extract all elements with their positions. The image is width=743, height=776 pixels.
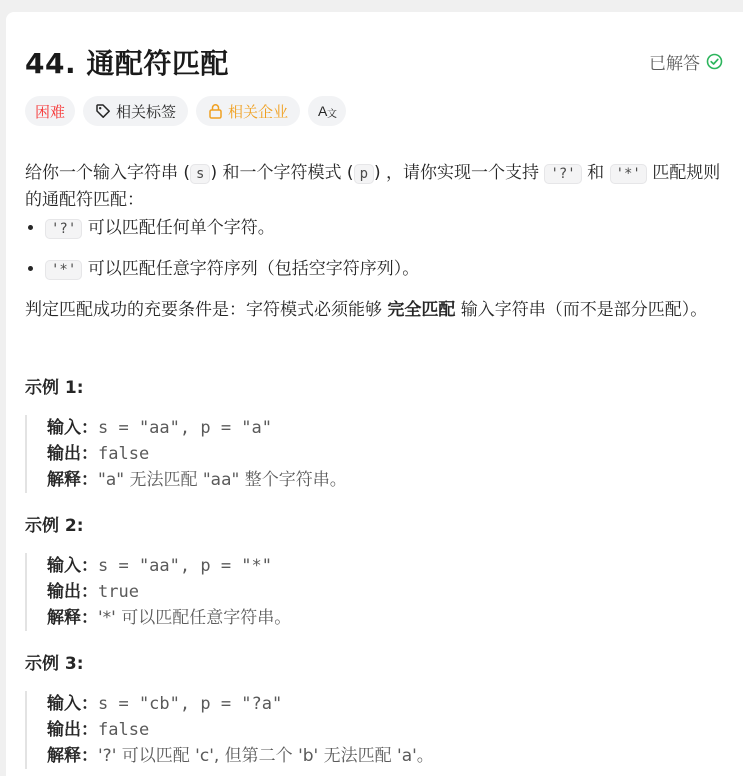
topics-tag-button[interactable] bbox=[83, 96, 188, 126]
intro-text-4: 和 bbox=[581, 163, 610, 183]
rule-code-question: '?' bbox=[45, 219, 82, 239]
rule-text-question: 可以匹配任何单个字符。 bbox=[82, 218, 275, 238]
rules-list bbox=[25, 215, 725, 283]
companies-label: 相关企业 bbox=[228, 102, 289, 121]
example-2-explain: '*' 可以匹配任意字符串。 bbox=[98, 608, 292, 628]
example-1-explain: "a" 无法匹配 "aa" 整个字符串。 bbox=[98, 470, 347, 490]
code-star: '*' bbox=[610, 164, 647, 184]
example-1-title: 示例 1: bbox=[25, 378, 84, 398]
tag-bar bbox=[25, 96, 346, 126]
example-3-input: s = "cb", p = "?a" bbox=[98, 694, 283, 714]
condition-paragraph bbox=[25, 297, 725, 323]
example-3-explain-label: 解释： bbox=[47, 746, 98, 766]
topics-label: 相关标签 bbox=[116, 102, 177, 121]
example-2-output: true bbox=[98, 582, 139, 602]
condition-bold: 完全匹配 bbox=[387, 300, 456, 320]
lock-icon bbox=[208, 103, 223, 119]
example-1-output: false bbox=[98, 444, 150, 464]
code-p: p bbox=[354, 164, 374, 184]
solved-status[interactable] bbox=[649, 49, 723, 74]
intro-paragraph bbox=[25, 160, 725, 213]
rule-code-star: '*' bbox=[45, 260, 82, 280]
intro-text-2: ) 和一个字符模式 ( bbox=[210, 163, 354, 183]
example-3-explain: '?' 可以匹配 'c', 但第二个 'b' 无法匹配 'a'。 bbox=[98, 746, 434, 766]
svg-text:A: A bbox=[318, 103, 328, 119]
tag-icon bbox=[95, 103, 111, 119]
svg-text:文: 文 bbox=[327, 109, 338, 119]
problem-content bbox=[25, 160, 725, 769]
condition-text-1: 判定匹配成功的充要条件是：字符模式必须能够 bbox=[25, 300, 388, 320]
intro-text-3: ) ，请你实现一个支持 bbox=[374, 163, 545, 183]
check-circle-icon bbox=[706, 53, 723, 70]
difficulty-badge[interactable] bbox=[25, 96, 75, 126]
translate-button[interactable] bbox=[308, 96, 346, 126]
example-3-output-label: 输出： bbox=[47, 720, 98, 740]
problem-title[interactable]: 44. 通配符匹配 bbox=[25, 47, 229, 80]
example-2-title: 示例 2: bbox=[25, 516, 84, 536]
example-2-explain-label: 解释： bbox=[47, 608, 98, 628]
rule-item-star bbox=[45, 256, 725, 283]
example-1-block bbox=[25, 415, 725, 493]
companies-tag-button[interactable] bbox=[196, 96, 300, 126]
example-1-output-label: 输出： bbox=[47, 444, 98, 464]
intro-text-1: 给你一个输入字符串 ( bbox=[25, 163, 191, 183]
example-2-input: s = "aa", p = "*" bbox=[98, 556, 272, 576]
example-2-block bbox=[25, 553, 725, 631]
problem-description-panel bbox=[6, 12, 743, 776]
rule-text-star: 可以匹配任意字符序列（包括空字符序列）。 bbox=[82, 259, 420, 279]
example-2-output-label: 输出： bbox=[47, 582, 98, 602]
difficulty-label: 困难 bbox=[35, 102, 66, 121]
title-row bbox=[25, 42, 723, 82]
solved-label: 已解答 bbox=[649, 54, 700, 74]
intro-text-5: 匹配规则的通配符匹配： bbox=[25, 163, 721, 210]
example-3-output: false bbox=[98, 720, 150, 740]
code-question: '?' bbox=[544, 164, 581, 184]
condition-text-2: 输入字符串（而不是部分匹配）。 bbox=[455, 300, 708, 320]
example-3-block bbox=[25, 691, 725, 769]
code-s: s bbox=[190, 164, 210, 184]
example-1-explain-label: 解释： bbox=[47, 470, 98, 490]
translate-icon bbox=[317, 103, 337, 119]
example-1-input-label: 输入： bbox=[47, 418, 98, 438]
example-3-title: 示例 3: bbox=[25, 654, 84, 674]
example-1-input: s = "aa", p = "a" bbox=[98, 418, 272, 438]
example-3-input-label: 输入： bbox=[47, 694, 98, 714]
rule-item-question bbox=[45, 215, 725, 242]
example-2-input-label: 输入： bbox=[47, 556, 98, 576]
